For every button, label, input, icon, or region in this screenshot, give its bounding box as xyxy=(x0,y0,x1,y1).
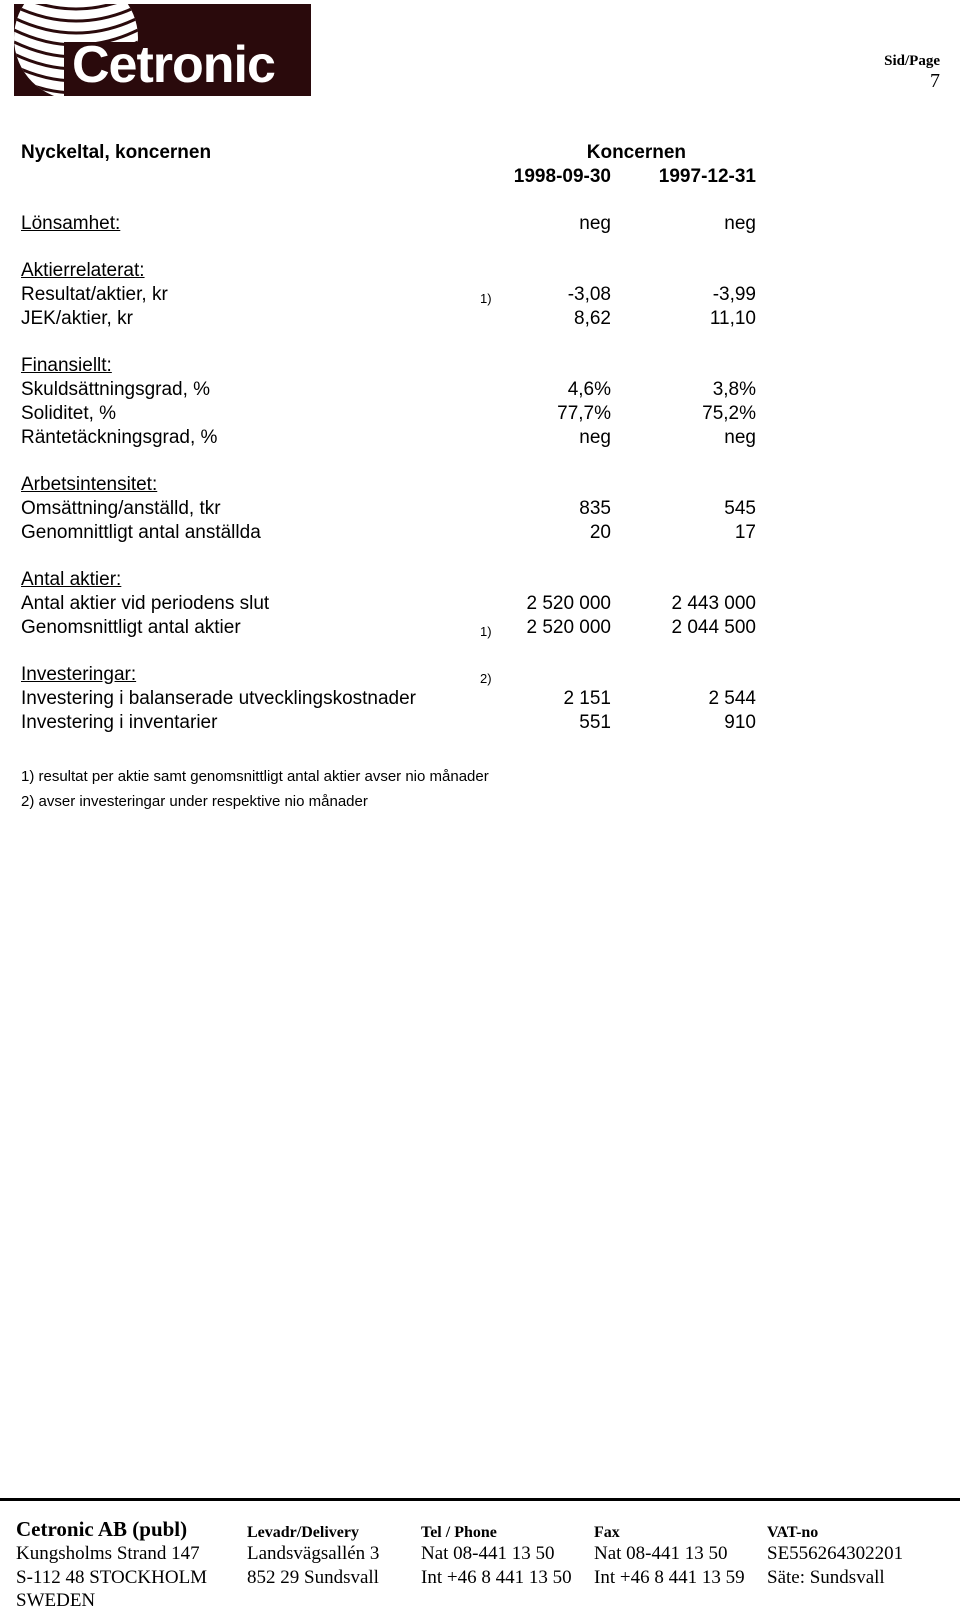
footer-address-line: S-112 48 STOCKHOLM xyxy=(16,1567,208,1588)
section-heading: Aktierrelaterat: xyxy=(21,260,145,281)
footer-fax-line: Nat 08-441 13 50 xyxy=(594,1543,728,1564)
footer-company-name: Cetronic AB (publ) xyxy=(16,1517,188,1541)
footer-phone-line: Nat 08-441 13 50 xyxy=(421,1543,555,1564)
value-cell: 2 443 000 xyxy=(671,593,756,614)
value-cell: 551 xyxy=(579,712,611,733)
footer-fax-line: Int +46 8 441 13 59 xyxy=(594,1567,745,1588)
value-cell: 8,62 xyxy=(574,308,611,329)
row-note: 1) xyxy=(480,291,492,306)
value-cell: 545 xyxy=(724,498,756,519)
column-heading-2: 1997-12-31 xyxy=(658,166,756,187)
value-cell: neg xyxy=(724,213,756,234)
footer-vat-line: SE556264302201 xyxy=(767,1543,904,1564)
row-note: 1) xyxy=(480,624,492,639)
value-cell: 2 544 xyxy=(708,688,756,709)
footer-heading: Tel / Phone xyxy=(421,1524,497,1541)
value-cell: 2 151 xyxy=(563,688,611,709)
value-cell: 20 xyxy=(589,522,611,543)
row-label: Omsättning/anställd, tkr xyxy=(21,498,221,519)
value-cell: -3,99 xyxy=(712,284,756,305)
table-title: Nyckeltal, koncernen xyxy=(21,142,212,163)
footer-phone-line: Int +46 8 441 13 50 xyxy=(421,1567,572,1588)
value-cell: neg xyxy=(579,213,611,234)
section-heading: Investeringar: xyxy=(21,664,137,685)
section-heading: Antal aktier: xyxy=(21,569,122,590)
row-label: Antal aktier vid periodens slut xyxy=(21,593,270,614)
value-cell: 3,8% xyxy=(712,379,756,400)
logo-text: Cetronic xyxy=(72,36,275,94)
value-cell: 17 xyxy=(734,522,756,543)
row-label: Räntetäckningsgrad, % xyxy=(21,427,218,448)
value-cell: 77,7% xyxy=(557,403,611,424)
row-label: Soliditet, % xyxy=(21,403,117,424)
row-label: JEK/aktier, kr xyxy=(21,308,133,329)
footer-heading: Fax xyxy=(594,1524,620,1541)
group-heading: Koncernen xyxy=(586,142,686,163)
page-number: 7 xyxy=(930,70,940,92)
column-heading-1: 1998-09-30 xyxy=(513,166,611,187)
value-cell: 910 xyxy=(724,712,756,733)
section-heading: Finansiellt: xyxy=(21,355,112,376)
value-cell: -3,08 xyxy=(567,284,611,305)
value-cell: 11,10 xyxy=(709,308,756,329)
company-logo xyxy=(14,4,311,96)
value-cell: 2 044 500 xyxy=(671,617,756,638)
row-label: Genomnittligt antal anställda xyxy=(21,522,261,543)
footnote: 1) resultat per aktie samt genomsnittligt antal aktier avser nio månader xyxy=(21,768,489,785)
footer-delivery-line: Landsvägsallén 3 xyxy=(247,1543,380,1564)
value-cell: neg xyxy=(724,427,756,448)
value-cell: 2 520 000 xyxy=(526,593,611,614)
value-cell: 75,2% xyxy=(702,403,756,424)
value-cell: 4,6% xyxy=(567,379,611,400)
value-cell: neg xyxy=(579,427,611,448)
footer-heading: Levadr/Delivery xyxy=(247,1524,359,1541)
footer-delivery-line: 852 29 Sundsvall xyxy=(247,1567,379,1588)
row-label: Skuldsättningsgrad, % xyxy=(21,379,211,400)
section-heading: Arbetsintensitet: xyxy=(21,474,158,495)
value-cell: 2 520 000 xyxy=(526,617,611,638)
footer-heading: VAT-no xyxy=(767,1524,819,1541)
footer-address-line: Kungsholms Strand 147 xyxy=(16,1543,200,1564)
page-label: Sid/Page xyxy=(884,53,940,69)
footer-vat-line: Säte: Sundsvall xyxy=(767,1567,885,1588)
row-label: Investering i balanserade utvecklingskostnader xyxy=(21,688,417,709)
row-label: Resultat/aktier, kr xyxy=(21,284,168,305)
value-cell: 835 xyxy=(579,498,611,519)
row-label: Genomsnittligt antal aktier xyxy=(21,617,241,638)
row-label: Investering i inventarier xyxy=(21,712,218,733)
section-note: 2) xyxy=(480,671,492,686)
page-indicator xyxy=(884,52,940,92)
footer-address-line: SWEDEN xyxy=(16,1590,96,1611)
section-heading: Lönsamhet: xyxy=(21,213,121,234)
footnote: 2) avser investeringar under respektive nio månader xyxy=(21,793,368,810)
footer-rule xyxy=(0,1498,960,1501)
